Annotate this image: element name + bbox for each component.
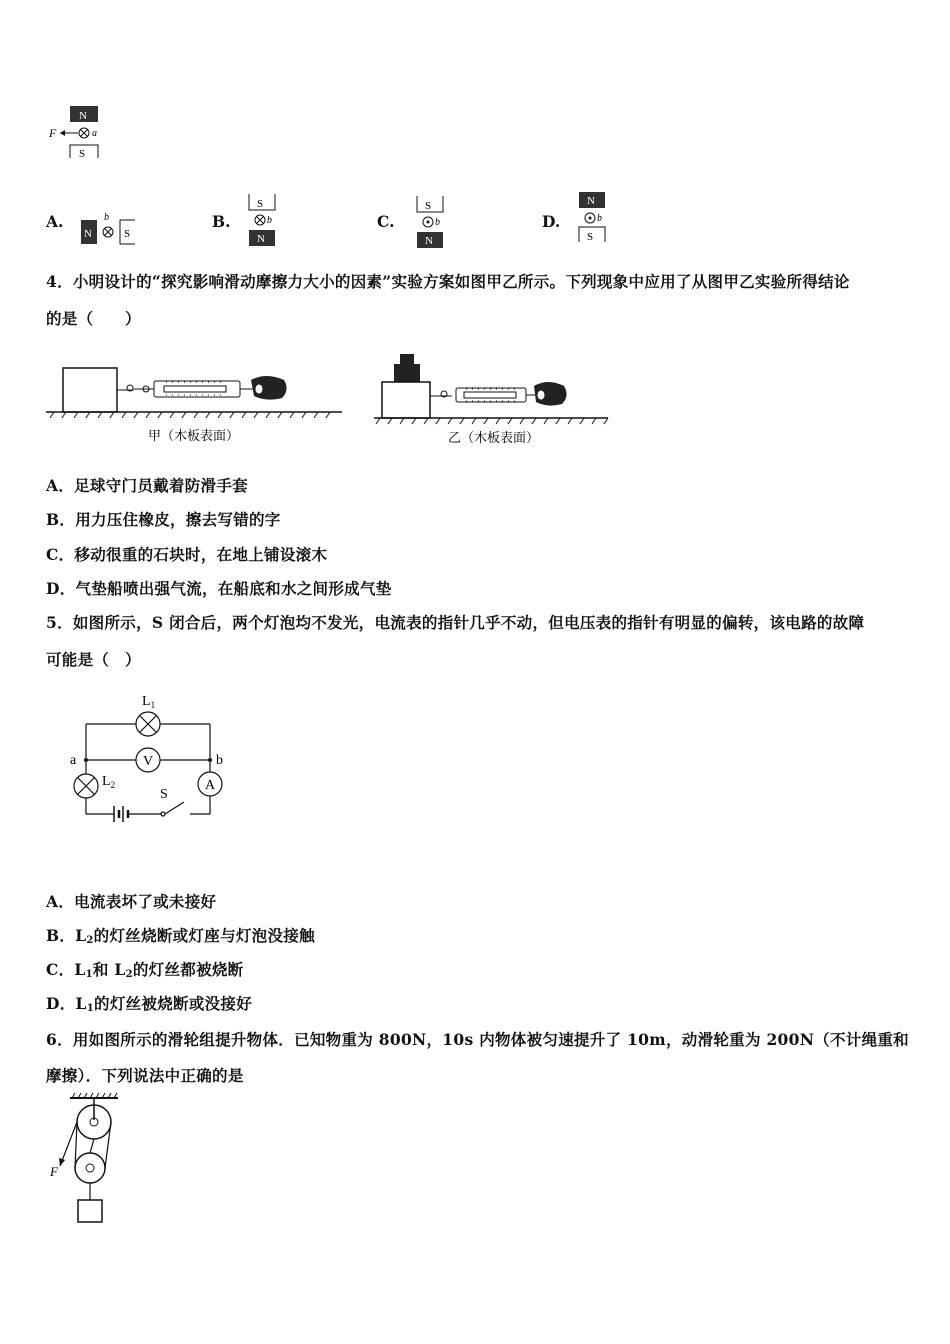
- q5-option-c[interactable]: [46, 958, 243, 980]
- q3-a-wire: b: [104, 212, 109, 223]
- q3-d-north: N: [587, 195, 595, 207]
- q3-option-a-label[interactable]: A.: [46, 212, 64, 231]
- q3-wire-label: a: [92, 128, 97, 139]
- q5-option-d[interactable]: [46, 992, 252, 1014]
- q3-option-b-label[interactable]: B.: [212, 212, 231, 231]
- q4-figure-jia: [46, 360, 346, 448]
- q5-question-line1: 5．如图所示，S 闭合后，两个灯泡均不发光，电流表的指针几乎不动，但电压表的指针有明显的偏转，该电路的故障: [46, 613, 865, 632]
- q3-magnet-figure: [46, 104, 106, 164]
- q4-figure-yi: [372, 340, 612, 450]
- q3-north-label: N: [79, 110, 87, 122]
- q6-question-line1: 6．用如图所示的滑轮组提升物体．已知物重为 800N，10s 内物体被匀速提升了 10m，动滑轮重为 200N（不计绳重和: [46, 1030, 909, 1049]
- q5-question-line2: 可能是（ ）: [46, 650, 141, 669]
- q5-option-c-pre: C．L: [46, 960, 86, 979]
- q5-node-b: b: [216, 753, 223, 768]
- q5-option-c-mid: 和 L: [92, 960, 126, 979]
- q5-option-d-pre: D．L: [46, 994, 87, 1013]
- q4-option-c[interactable]: C．移动很重的石块时，在地上铺设滚木: [46, 545, 328, 564]
- q5-voltmeter-label: V: [143, 754, 154, 769]
- q5-option-b-sub: 2: [86, 935, 94, 946]
- q3-a-north: N: [84, 228, 92, 240]
- q5-option-b[interactable]: [46, 924, 315, 946]
- q4-option-d[interactable]: D．气垫船喷出强气流，在船底和水之间形成气垫: [46, 579, 392, 598]
- q3-option-a-figure[interactable]: [80, 210, 140, 248]
- q5-option-a[interactable]: A．电流表坏了或未接好: [46, 892, 217, 911]
- q6-force-label: F: [50, 1164, 58, 1179]
- q4-option-b[interactable]: B．用力压住橡皮，擦去写错的字: [46, 510, 281, 529]
- q3-b-wire: b: [267, 215, 272, 226]
- q3-option-d-label[interactable]: D.: [542, 212, 561, 231]
- q5-l1-label: $L_1$: [142, 694, 156, 710]
- q3-option-b-figure[interactable]: [244, 190, 284, 250]
- q5-switch-label: S: [160, 787, 168, 802]
- q3-option-c-label[interactable]: C.: [377, 212, 395, 231]
- q4-option-a[interactable]: A．足球守门员戴着防滑手套: [46, 476, 248, 495]
- q5-circuit-diagram: [66, 688, 246, 826]
- q3-a-south: S: [124, 228, 131, 240]
- q3-d-wire: b: [597, 213, 602, 224]
- q5-option-c-sub2: 2: [125, 969, 133, 980]
- q3-b-south: S: [257, 198, 264, 210]
- q5-ammeter-label: A: [205, 778, 216, 793]
- q4-caption-yi: 乙（木板表面）: [448, 430, 540, 445]
- q5-node-a: a: [70, 753, 77, 768]
- q3-c-north: N: [425, 235, 433, 247]
- q3-d-south: S: [587, 231, 594, 243]
- q3-force-label: F: [49, 126, 57, 140]
- q5-option-d-sub: 1: [86, 1003, 95, 1014]
- q3-b-north: N: [257, 233, 265, 245]
- q4-question-line1: 4．小明设计的“探究影响滑动摩擦力大小的因素”实验方案如图甲乙所示。下列现象中应用了从图甲乙实验所得结论: [46, 272, 850, 291]
- q5-option-c-sub1: 1: [85, 969, 93, 980]
- q3-south-label: S: [79, 148, 86, 160]
- q3-c-wire: b: [435, 217, 440, 228]
- q4-caption-jia: 甲（木板表面）: [148, 428, 240, 443]
- q3-option-d-figure[interactable]: [574, 190, 614, 250]
- q5-l2-label: $L_2$: [102, 774, 116, 790]
- q5-option-d-post: 的灯丝被烧断或没接好: [94, 994, 253, 1013]
- q3-option-c-figure[interactable]: [412, 192, 452, 252]
- q4-question-line2: 的是（ ）: [46, 309, 141, 328]
- q5-option-b-post: 的灯丝烧断或灯座与灯泡没接触: [93, 926, 315, 945]
- q5-option-c-post: 的灯丝都被烧断: [132, 960, 244, 979]
- q3-c-south: S: [425, 200, 432, 212]
- q5-option-b-pre: B．L: [46, 926, 87, 945]
- q6-question-line2: 摩擦）．下列说法中正确的是: [46, 1066, 244, 1085]
- q6-pulley-diagram: [46, 1092, 136, 1232]
